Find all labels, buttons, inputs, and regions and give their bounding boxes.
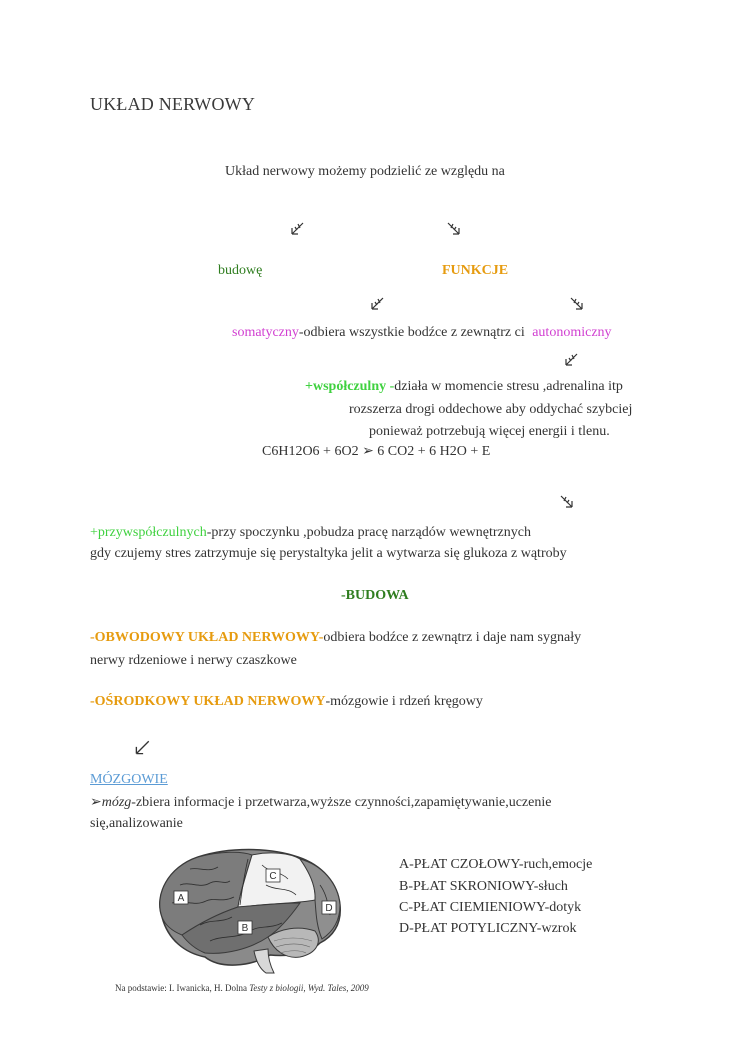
arrow-down-right-icon	[569, 296, 585, 312]
peripheral-line-1	[90, 629, 581, 647]
lobe-item-b: B-PŁAT SKRONIOWY-słuch	[399, 879, 568, 894]
parasympathetic-desc: -przy spoczynku ,pobudza pracę narządów wewnętrznych	[206, 525, 531, 540]
brain-term: mózg	[101, 795, 132, 810]
caption-source: Testy z biologii, Wyd. Tales, 2009	[249, 983, 369, 993]
parasympathetic-line-1	[90, 524, 531, 542]
arrow-down-left-icon	[369, 296, 385, 312]
lobe-item-c: C-PŁAT CIEMIENIOWY-dotyk	[399, 900, 582, 915]
caption-prefix: Na podstawie: I. Iwanicka, H. Dolna	[115, 983, 250, 993]
split-right-label: FUNKCJE	[442, 263, 509, 278]
somatic-desc: -odbiera wszystkie bodźce z zewnątrz ci	[298, 325, 529, 340]
central-label: -OŚRODKOWY UKŁAD NERWOWY	[90, 694, 326, 709]
peripheral-line-2: nerwy rdzeniowe i nerwy czaszkowe	[90, 653, 297, 668]
sympathetic-label: +współczulny -	[305, 379, 395, 394]
figure-label-c: C	[269, 871, 277, 882]
arrow-down-left-icon	[563, 352, 579, 368]
brain-desc-line-2: się,analizowanie	[90, 816, 183, 831]
peripheral-desc: odbiera bodźce z zewnątrz i daje nam sygnały	[323, 630, 582, 645]
arrow-bullet-icon: ➢	[90, 795, 102, 810]
figure-caption	[115, 983, 369, 993]
figure-label-b: B	[241, 923, 249, 934]
intro-text: Układ nerwowy możemy podzielić ze względu na	[225, 164, 505, 179]
brain-desc-line-1	[90, 794, 551, 812]
split-left-label: budowę	[218, 263, 263, 278]
autonomic-label: autonomiczny	[532, 325, 612, 340]
sympathetic-desc: działa w momencie stresu ,adrenalina itp	[394, 379, 623, 394]
figure-label-a: A	[177, 893, 185, 904]
brain-desc-text: -zbiera informacje i przetwarza,wyższe czynności,zapamiętywanie,uczenie	[131, 795, 552, 810]
mozgowie-link[interactable]: MÓZGOWIE	[90, 772, 168, 787]
sympathetic-line-3: ponieważ potrzebują więcej energii i tlenu.	[369, 424, 610, 439]
sympathetic-line-1	[305, 378, 623, 396]
figure-label-d: D	[325, 903, 333, 914]
parasympathetic-label: +przywspółczulnych	[90, 525, 207, 540]
lobe-item-a: A-PŁAT CZOŁOWY-ruch,emocje	[399, 857, 593, 872]
respiration-formula: C6H12O6 + 6O2 ➢ 6 CO2 + 6 H2O + E	[262, 444, 491, 459]
arrow-down-left-icon	[133, 739, 151, 757]
lobe-item-d: D-PŁAT POTYLICZNY-wzrok	[399, 921, 577, 936]
arrow-down-right-icon	[446, 221, 462, 237]
central-line	[90, 693, 483, 711]
arrow-down-right-icon	[559, 494, 575, 510]
budowa-heading: -BUDOWA	[341, 588, 409, 603]
peripheral-label: -OBWODOWY UKŁAD NERWOWY-	[90, 630, 324, 645]
sympathetic-line-2: rozszerza drogi oddechowe aby oddychać szybciej	[349, 402, 633, 417]
somatic-label: somatyczny	[232, 325, 299, 340]
somatic-line	[232, 324, 612, 342]
arrow-down-left-icon	[289, 221, 305, 237]
parasympathetic-line-2: gdy czujemy stres zatrzymuje się perystaltyka jelit a wytwarza się glukoza z wątroby	[90, 546, 567, 561]
central-desc: -mózgowie i rdzeń kręgowy	[325, 694, 483, 709]
page-title: UKŁAD NERWOWY	[90, 94, 256, 114]
brain-illustration	[150, 845, 345, 975]
